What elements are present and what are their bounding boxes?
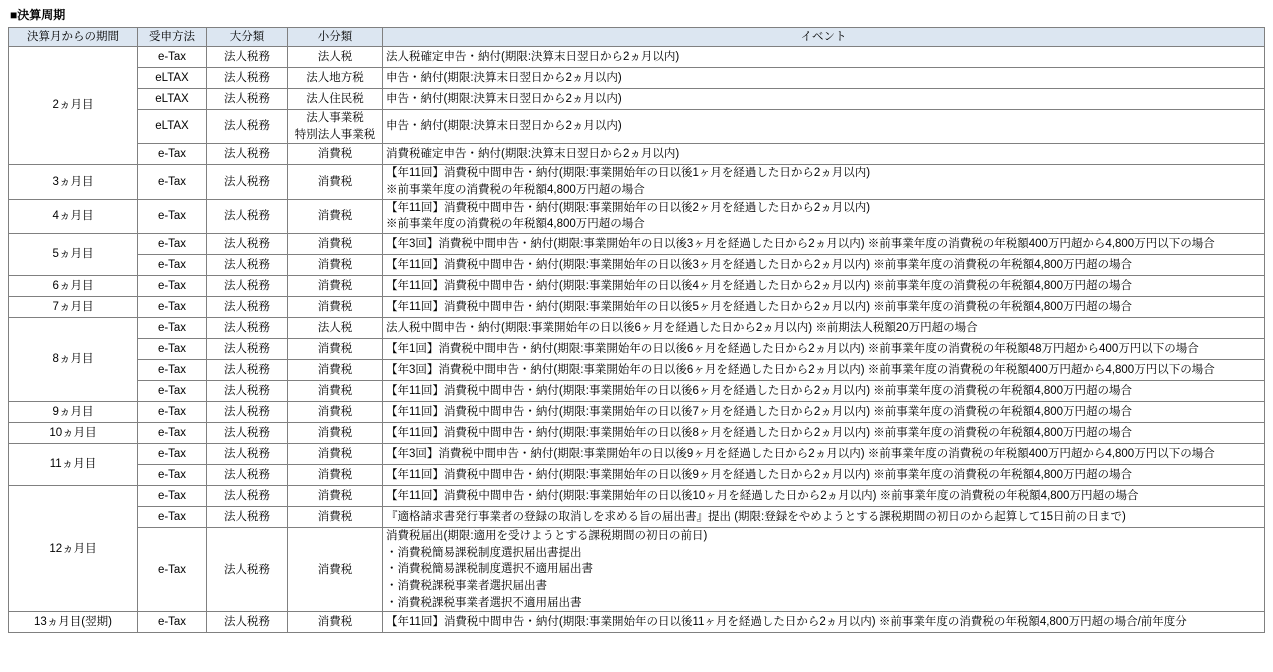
cell-method: e-Tax	[138, 612, 207, 633]
cell-major-category: 法人税務	[207, 360, 288, 381]
column-header-event: イベント	[383, 28, 1265, 47]
table-row	[9, 318, 1265, 339]
cell-major-category: 法人税務	[207, 528, 288, 612]
cell-minor-category: 消費税	[288, 234, 383, 255]
cell-major-category: 法人税務	[207, 89, 288, 110]
cell-event-line: ※前事業年度の消費税の年税額4,800万円超の場合	[386, 184, 645, 197]
cell-period: 3ヵ月目	[9, 165, 138, 199]
cell-major-category: 法人税務	[207, 165, 288, 199]
cell-event-line: ・消費税課税事業者選択不適用届出書	[386, 596, 582, 609]
column-header-minor-category: 小分類	[288, 28, 383, 47]
table-row	[9, 89, 1265, 110]
cell-method: e-Tax	[138, 234, 207, 255]
cell-event-line: 【年11回】消費税中間申告・納付(期限:事業開始年の日以後10ヶ月を経過した日から2ヵ月以内) ※前事業年度の消費税の年税額4,800万円超の場合	[386, 489, 1139, 502]
cell-major-category: 法人税務	[207, 255, 288, 276]
cell-minor-category: 消費税	[288, 360, 383, 381]
cell-method: e-Tax	[138, 528, 207, 612]
cell-minor-category: 法人税	[288, 318, 383, 339]
cell-event-line: 【年11回】消費税中間申告・納付(期限:事業開始年の日以後9ヶ月を経過した日から2ヵ月以内) ※前事業年度の消費税の年税額4,800万円超の場合	[386, 468, 1133, 481]
cell-event-line: 【年11回】消費税中間申告・納付(期限:事業開始年の日以後7ヶ月を経過した日から2ヵ月以内) ※前事業年度の消費税の年税額4,800万円超の場合	[386, 405, 1133, 418]
cell-method: e-Tax	[138, 465, 207, 486]
cell-method: e-Tax	[138, 486, 207, 507]
cell-major-category: 法人税務	[207, 144, 288, 165]
cell-event-line: 【年11回】消費税中間申告・納付(期限:事業開始年の日以後8ヶ月を経過した日から2ヵ月以内) ※前事業年度の消費税の年税額4,800万円超の場合	[386, 426, 1133, 439]
cell-event-line: 【年11回】消費税中間申告・納付(期限:事業開始年の日以後11ヶ月を経過した日から2ヵ月以内) ※前事業年度の消費税の年税額4,800万円超の場合/前年度分	[386, 616, 1187, 629]
cell-event-line: 消費税届出(期限:適用を受けようとする課税期間の初日の前日)	[386, 530, 708, 543]
cell-method: e-Tax	[138, 199, 207, 233]
cell-major-category: 法人税務	[207, 339, 288, 360]
table-row	[9, 47, 1265, 68]
cell-method: eLTAX	[138, 110, 207, 144]
cell-major-category: 法人税務	[207, 381, 288, 402]
table-row	[9, 528, 1265, 612]
cell-event-line: 【年3回】消費税中間申告・納付(期限:事業開始年の日以後3ヶ月を経過した日から2ヵ月以内) ※前事業年度の消費税の年税額400万円超から4,800万円以下の場合	[386, 237, 1215, 250]
cell-event	[383, 507, 1265, 528]
cell-event-line: 【年11回】消費税中間申告・納付(期限:事業開始年の日以後6ヶ月を経過した日から2ヵ月以内) ※前事業年度の消費税の年税額4,800万円超の場合	[386, 384, 1133, 397]
table-row	[9, 276, 1265, 297]
cell-minor-category: 法人地方税	[288, 68, 383, 89]
cell-period: 4ヵ月目	[9, 199, 138, 233]
cell-major-category: 法人税務	[207, 612, 288, 633]
cell-minor-category: 消費税	[288, 507, 383, 528]
table-row	[9, 144, 1265, 165]
cell-major-category: 法人税務	[207, 199, 288, 233]
cell-method: eLTAX	[138, 89, 207, 110]
cell-period: 8ヵ月目	[9, 318, 138, 402]
cell-period: 2ヵ月目	[9, 47, 138, 165]
cell-minor-category: 消費税	[288, 402, 383, 423]
cell-minor-category: 消費税	[288, 276, 383, 297]
page-title: ■決算周期	[10, 8, 66, 22]
cell-event-line: 【年11回】消費税中間申告・納付(期限:事業開始年の日以後3ヶ月を経過した日から2ヵ月以内) ※前事業年度の消費税の年税額4,800万円超の場合	[386, 258, 1133, 271]
cell-minor-category: 消費税	[288, 199, 383, 233]
cell-method: e-Tax	[138, 276, 207, 297]
table-row	[9, 297, 1265, 318]
cell-minor-category: 消費税	[288, 144, 383, 165]
cell-event-line: 申告・納付(期限:決算末日翌日から2ヵ月以内)	[386, 120, 622, 133]
table-row	[9, 465, 1265, 486]
cell-event-line: 【年3回】消費税中間申告・納付(期限:事業開始年の日以後6ヶ月を経過した日から2ヵ月以内) ※前事業年度の消費税の年税額400万円超から4,800万円以下の場合	[386, 363, 1215, 376]
cell-event	[383, 402, 1265, 423]
table-row	[9, 612, 1265, 633]
cell-method: e-Tax	[138, 402, 207, 423]
cell-event-line: ・消費税課税事業者選択届出書	[386, 580, 547, 593]
cell-event	[383, 234, 1265, 255]
cell-major-category: 法人税務	[207, 297, 288, 318]
cell-minor-category: 消費税	[288, 255, 383, 276]
cell-event	[383, 612, 1265, 633]
table-row	[9, 255, 1265, 276]
cell-event	[383, 68, 1265, 89]
cell-major-category: 法人税務	[207, 276, 288, 297]
table-row	[9, 507, 1265, 528]
cell-method: e-Tax	[138, 255, 207, 276]
cell-event-line: 【年11回】消費税中間申告・納付(期限:事業開始年の日以後4ヶ月を経過した日から2ヵ月以内) ※前事業年度の消費税の年税額4,800万円超の場合	[386, 279, 1133, 292]
cell-event	[383, 486, 1265, 507]
cell-event	[383, 199, 1265, 233]
cell-event	[383, 47, 1265, 68]
cell-event-line: 【年11回】消費税中間申告・納付(期限:事業開始年の日以後5ヶ月を経過した日から2ヵ月以内) ※前事業年度の消費税の年税額4,800万円超の場合	[386, 300, 1133, 313]
cell-method: e-Tax	[138, 318, 207, 339]
cell-minor-category: 消費税	[288, 297, 383, 318]
cell-method: e-Tax	[138, 297, 207, 318]
cell-period: 12ヵ月目	[9, 486, 138, 612]
cell-event	[383, 339, 1265, 360]
cell-method: e-Tax	[138, 339, 207, 360]
cell-event	[383, 255, 1265, 276]
cell-period: 9ヵ月目	[9, 402, 138, 423]
cell-event-line: 【年3回】消費税中間申告・納付(期限:事業開始年の日以後9ヶ月を経過した日から2ヵ月以内) ※前事業年度の消費税の年税額400万円超から4,800万円以下の場合	[386, 447, 1215, 460]
cell-minor-category: 消費税	[288, 165, 383, 199]
cell-method: eLTAX	[138, 68, 207, 89]
column-header-method: 受申方法	[138, 28, 207, 47]
cell-minor-category-line: 特別法人事業税	[294, 128, 376, 141]
cell-minor-category: 消費税	[288, 381, 383, 402]
cell-event	[383, 165, 1265, 199]
cell-event	[383, 276, 1265, 297]
cell-event-line: 法人税中間申告・納付(期限:事業開始年の日以後6ヶ月を経過した日から2ヵ月以内) ※前期法人税額20万円超の場合	[386, 321, 978, 334]
cell-method: e-Tax	[138, 507, 207, 528]
cell-event-line: 【年1回】消費税中間申告・納付(期限:事業開始年の日以後6ヶ月を経過した日から2ヵ月以内) ※前事業年度の消費税の年税額48万円超から400万円以下の場合	[386, 342, 1199, 355]
cell-minor-category	[288, 110, 383, 144]
cell-method: e-Tax	[138, 444, 207, 465]
table-row	[9, 234, 1265, 255]
cell-event-line: ・消費税簡易課税制度選択届出書提出	[386, 546, 582, 559]
cell-event-line: 消費税確定申告・納付(期限:決算末日翌日から2ヵ月以内)	[386, 148, 680, 160]
table-row	[9, 339, 1265, 360]
table-row	[9, 199, 1265, 233]
cell-period: 7ヵ月目	[9, 297, 138, 318]
cell-method: e-Tax	[138, 360, 207, 381]
cell-major-category: 法人税務	[207, 68, 288, 89]
cell-minor-category: 消費税	[288, 444, 383, 465]
column-header-major-category: 大分類	[207, 28, 288, 47]
cell-method: e-Tax	[138, 423, 207, 444]
table-body	[9, 47, 1265, 633]
cell-event	[383, 381, 1265, 402]
cell-minor-category: 法人住民税	[288, 89, 383, 110]
cell-minor-category: 消費税	[288, 339, 383, 360]
cell-event-line: 【年11回】消費税中間申告・納付(期限:事業開始年の日以後2ヶ月を経過した日から2ヵ月以内)	[386, 201, 871, 214]
cell-event-line: 申告・納付(期限:決算末日翌日から2ヵ月以内)	[386, 92, 622, 105]
cell-event	[383, 89, 1265, 110]
table-row	[9, 381, 1265, 402]
cell-event-line: ※前事業年度の消費税の年税額4,800万円超の場合	[386, 218, 645, 231]
table-row	[9, 402, 1265, 423]
cell-event-line: 法人税確定申告・納付(期限:決算末日翌日から2ヵ月以内)	[386, 50, 680, 63]
table-row	[9, 110, 1265, 144]
column-header-period: 決算月からの期間	[9, 28, 138, 47]
cell-minor-category: 消費税	[288, 465, 383, 486]
cell-major-category: 法人税務	[207, 423, 288, 444]
cell-event	[383, 110, 1265, 144]
table-row	[9, 444, 1265, 465]
table-row	[9, 68, 1265, 89]
cell-event-line: 申告・納付(期限:決算末日翌日から2ヵ月以内)	[386, 71, 622, 84]
cell-period: 10ヵ月目	[9, 423, 138, 444]
cell-minor-category-line: 法人事業税	[306, 112, 364, 124]
cell-period: 5ヵ月目	[9, 234, 138, 276]
cell-minor-category: 法人税	[288, 47, 383, 68]
cell-major-category: 法人税務	[207, 402, 288, 423]
cell-event-line: 【年11回】消費税中間申告・納付(期限:事業開始年の日以後1ヶ月を経過した日から2ヵ月以内)	[386, 167, 871, 180]
table-row	[9, 423, 1265, 444]
cell-minor-category: 消費税	[288, 612, 383, 633]
cell-period: 6ヵ月目	[9, 276, 138, 297]
cell-event	[383, 144, 1265, 165]
cell-minor-category: 消費税	[288, 528, 383, 612]
cell-event-line: ・消費税簡易課税制度選択不適用届出書	[386, 563, 593, 576]
table-row	[9, 360, 1265, 381]
cell-major-category: 法人税務	[207, 486, 288, 507]
cell-major-category: 法人税務	[207, 444, 288, 465]
cell-event	[383, 444, 1265, 465]
cell-event-line: 『適格請求書発行事業者の登録の取消しを求める旨の届出書』提出 (期限:登録をやめようとする課税期間の初日のから起算して15日前の日まで)	[386, 510, 1126, 523]
cell-event	[383, 528, 1265, 612]
cell-period: 11ヵ月目	[9, 444, 138, 486]
table-row	[9, 165, 1265, 199]
table-row	[9, 486, 1265, 507]
cell-method: e-Tax	[138, 144, 207, 165]
cell-method: e-Tax	[138, 47, 207, 68]
cell-major-category: 法人税務	[207, 507, 288, 528]
table-header	[9, 28, 1265, 47]
cell-major-category: 法人税務	[207, 110, 288, 144]
cell-event	[383, 318, 1265, 339]
cell-event	[383, 297, 1265, 318]
cell-method: e-Tax	[138, 381, 207, 402]
cell-period: 13ヵ月目(翌期)	[9, 612, 138, 633]
cell-event	[383, 423, 1265, 444]
cell-major-category: 法人税務	[207, 465, 288, 486]
cell-event	[383, 465, 1265, 486]
cell-event	[383, 360, 1265, 381]
cell-method: e-Tax	[138, 165, 207, 199]
cell-minor-category: 消費税	[288, 423, 383, 444]
cell-major-category: 法人税務	[207, 47, 288, 68]
cell-major-category: 法人税務	[207, 234, 288, 255]
fiscal-schedule-table	[8, 27, 1265, 633]
table-header-row	[9, 28, 1265, 47]
cell-minor-category: 消費税	[288, 486, 383, 507]
cell-major-category: 法人税務	[207, 318, 288, 339]
